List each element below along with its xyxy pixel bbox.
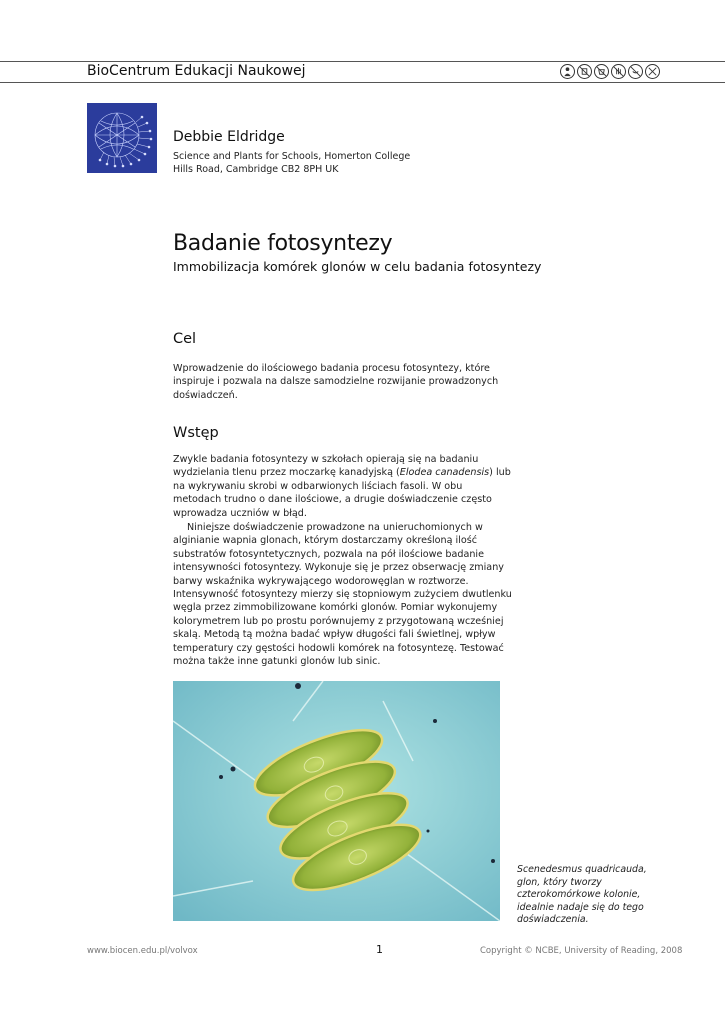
header-title: BioCentrum Edukacji Naukowej <box>87 63 306 79</box>
person-icon <box>560 64 575 79</box>
wstep-p1-text-before: Zwykle badania fotosyntezy w szkołach opierają się na badaniu wydzielania tlenu przez moczarkę kanadyjską ( <box>173 454 479 479</box>
wstep-paragraph-1 <box>173 453 513 520</box>
safety-icons <box>560 64 660 79</box>
wstep-p1-text-after: ) lub na wykrywaniu skrobi w odbarwionych liściach fasoli. W obu metodach trudno o dane ilościowe, a drugie doświadczenie często wprowadza uczniów w błąd. <box>173 467 511 519</box>
header-rule-top <box>0 61 725 62</box>
affiliation-line-1: Science and Plants for Schools, Homerton College <box>173 151 411 162</box>
header-rule-bottom <box>0 82 725 83</box>
page-number: 1 <box>376 943 383 956</box>
document-title: Badanie fotosyntezy <box>173 231 393 256</box>
author-affiliation <box>173 150 410 176</box>
wstep-p1-species: Elodea canadensis <box>399 467 490 479</box>
footer-url[interactable]: www.biocen.edu.pl/volvox <box>87 946 198 956</box>
no-food-icon <box>594 64 609 79</box>
no-mouth-icon <box>628 64 643 79</box>
section-heading-cel: Cel <box>173 331 197 347</box>
no-hand-icon <box>611 64 626 79</box>
author-name: Debbie Eldridge <box>173 129 285 145</box>
wstep-paragraph-2: Niniejsze doświadczenie prowadzone na unieruchomionych w alginianie wapnia glonach, którym dostarczamy określoną ilość substratów fotosyntetycznych, pozwala na pół ilościowe badanie intensywności fotosyntezy. Wykonuje się je przez obserwację zmiany barwy wskaźnika wykrywającego wodorowęglan w roztworze. Intensywność fotosyntezy mierzy się stopniowym zużyciem dwutlenku węgla przez zimmobilizowane komórki glonów. Pomiar wykonujemy kolorymetrem lub po prostu porównujemy z przygotowaną wcześniej skalą. Metodą tą można badać wpływ długości fali świetlnej, wpływ temperatury czy gęstości hodowli komórek na fotosyntezę. Testować można także inne gatunki glonów lub sinic. <box>173 522 512 668</box>
section-heading-wstep: Wstęp <box>173 425 219 441</box>
affiliation-line-2: Hills Road, Cambridge CB2 8PH UK <box>173 164 339 175</box>
cel-paragraph: Wprowadzenie do ilościowego badania procesu fotosyntezy, które inspiruje i pozwala na dalsze samodzielne rozwijanie prowadzonych doświadczeń. <box>173 363 499 401</box>
prohibited-icon <box>645 64 660 79</box>
no-touch-icon <box>577 64 592 79</box>
document-subtitle: Immobilizacja komórek glonów w celu badania fotosyntezy <box>173 259 542 274</box>
footer-copyright: Copyright © NCBE, University of Reading, 2008 <box>480 946 683 956</box>
algae-micrograph <box>173 681 500 921</box>
biocentrum-logo <box>87 103 157 173</box>
figure-caption: Scenedesmus quadricauda, glon, który tworzy czterokomórkowe kolonie, idealnie nadaje się do tego doświadczenia. <box>517 864 647 926</box>
